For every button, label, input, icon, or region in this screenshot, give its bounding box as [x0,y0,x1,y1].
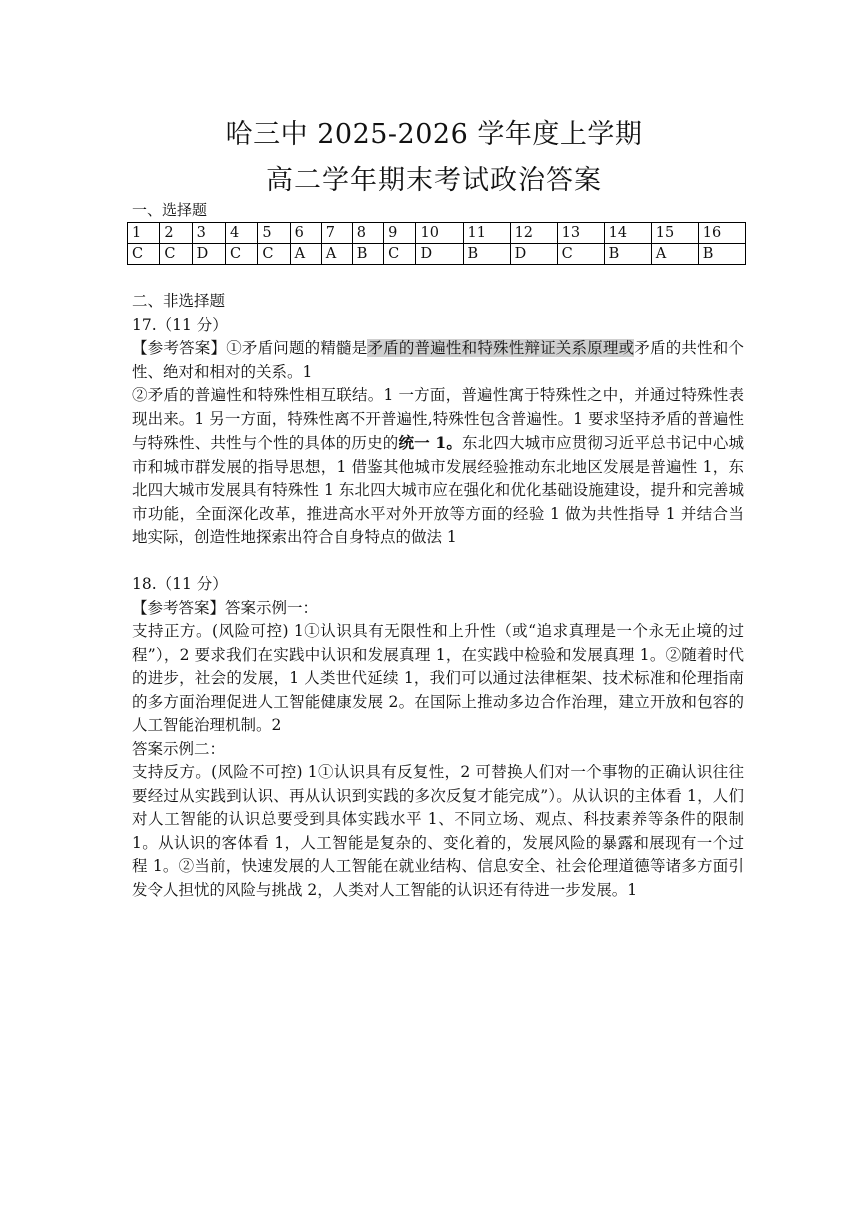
q17-highlighted-text: 矛盾的普遍性和特殊性辩证关系原理或 [367,339,635,357]
q17-p2-text: ②矛盾的普遍性和特殊性相互联结。1 一方面，普遍性寓于特殊性之中，并通过特殊性表现出来。1 另一方面，特殊性离不开普遍性,特殊性包含普遍性。1 要求坚持矛盾的普遍性与特殊性、共性与个性的具体的历史的 [132,386,744,452]
question-number-cell: 1 [128,223,160,244]
question-number-cell: 9 [384,223,416,244]
q17-p2-text-end: 东北四大城市应贯彻习近平总书记中心城市和城市群发展的指导思想，1 借鉴其他城市发展经验推动东北地区发展是普遍性 1，东北四大城市发展具有特殊性 1 东北四大城市应在强化和优化基础设施建设，提升和完善城市功能，全面深化改革，推进高水平对外开放等方面的经验 1 做为共性指导 1 并结合当地实际，创造性地探索出符合自身特点的做法 1 [132,434,744,546]
answer-table-answer-row [128,244,746,265]
answer-cell: C [384,244,416,265]
section-heading-free-response: 二、非选择题 [132,292,226,310]
q17-paragraph-1 [132,337,744,384]
page-title: 哈三中 2025-2026 学年度上学期 [225,119,643,150]
answer-cell: B [463,244,510,265]
answer-table-number-row [128,223,746,244]
answer-table [127,222,746,265]
free-response-section [132,290,744,902]
answer-cell: D [416,244,463,265]
answer-cell: C [226,244,258,265]
question-number-cell: 11 [463,223,510,244]
q18-example1-label: 答案示例一： [225,598,319,617]
q17-p1-text-end: 矛盾的共性和个性、绝对和相对的关系。1 [132,339,744,381]
answer-cell: D [510,244,557,265]
q17-ref-label: 【参考答案】 [132,339,227,357]
answer-cell: B [604,244,651,265]
q18-ref-label: 【参考答案】 [132,598,226,617]
q17-bold-text: 统一 1。 [398,433,463,452]
question-number-cell: 10 [416,223,463,244]
q18-example2-label: 答案示例二： [132,739,226,758]
page-subtitle: 高二学年期末考试政治答案 [266,165,602,196]
answer-cell: A [321,244,352,265]
q18-header: 18.（11 分） [132,575,228,593]
answer-cell: C [557,244,604,265]
question-number-cell: 13 [557,223,604,244]
q17-paragraph-2 [132,384,744,550]
question-number-cell: 16 [698,223,745,244]
answer-cell: A [290,244,321,265]
question-number-cell: 3 [192,223,225,244]
question-number-cell: 4 [226,223,258,244]
answer-cell: B [352,244,383,265]
q18-ref-line [132,597,744,621]
answer-cell: B [698,244,745,265]
answer-cell: D [192,244,225,265]
answer-cell: C [128,244,160,265]
q17-p1-text: ①矛盾问题的精髓是 [226,339,368,357]
q18-example2-text: 支持反方。(风险不可控) 1①认识具有反复性，2 可替换人们对一个事物的正确认识往往要经过从实践到认识、再从认识到实践的多次反复才能完成”）。从认识的主体看 1，人们对人工智能的认识总要受到具体实践水平 1、不同立场、观点、科技素养等条件的限制 1。从认识的客体看 1，人工智能是复杂的、变化着的，发展风险的暴露和展现有一个过程 1。②当前，快速发展的人工智能在就业结构、信息安全、社会伦理道德等诸多方面引发令人担忧的风险与挑战 2，人类对人工智能的认识还有待进一步发展。1 [132,763,744,899]
question-number-cell: 5 [258,223,290,244]
question-number-cell: 15 [651,223,698,244]
question-number-cell: 12 [510,223,557,244]
q17-header: 17.（11 分） [132,315,228,334]
question-number-cell: 14 [604,223,651,244]
question-number-cell: 8 [352,223,383,244]
q18-example1-text: 支持正方。(风险可控) 1①认识具有无限性和上升性（或“追求真理是一个永无止境的过程”），2 要求我们在实践中认识和发展真理 1，在实践中检验和发展真理 1。②随着时代的进步，社会的发展，1 人类世代延续 1，我们可以通过法律框架、技术标准和伦理指南的多方面治理促进人工智能健康发展 2。在国际上推动多边合作治理，建立开放和包容的人工智能治理机制。2 [132,622,744,734]
answer-cell: C [258,244,290,265]
question-number-cell: 7 [321,223,352,244]
section-heading-choice: 一、选择题 [132,201,208,219]
answer-cell: A [651,244,698,265]
question-number-cell: 2 [160,223,192,244]
answer-cell: C [160,244,192,265]
question-number-cell: 6 [290,223,321,244]
